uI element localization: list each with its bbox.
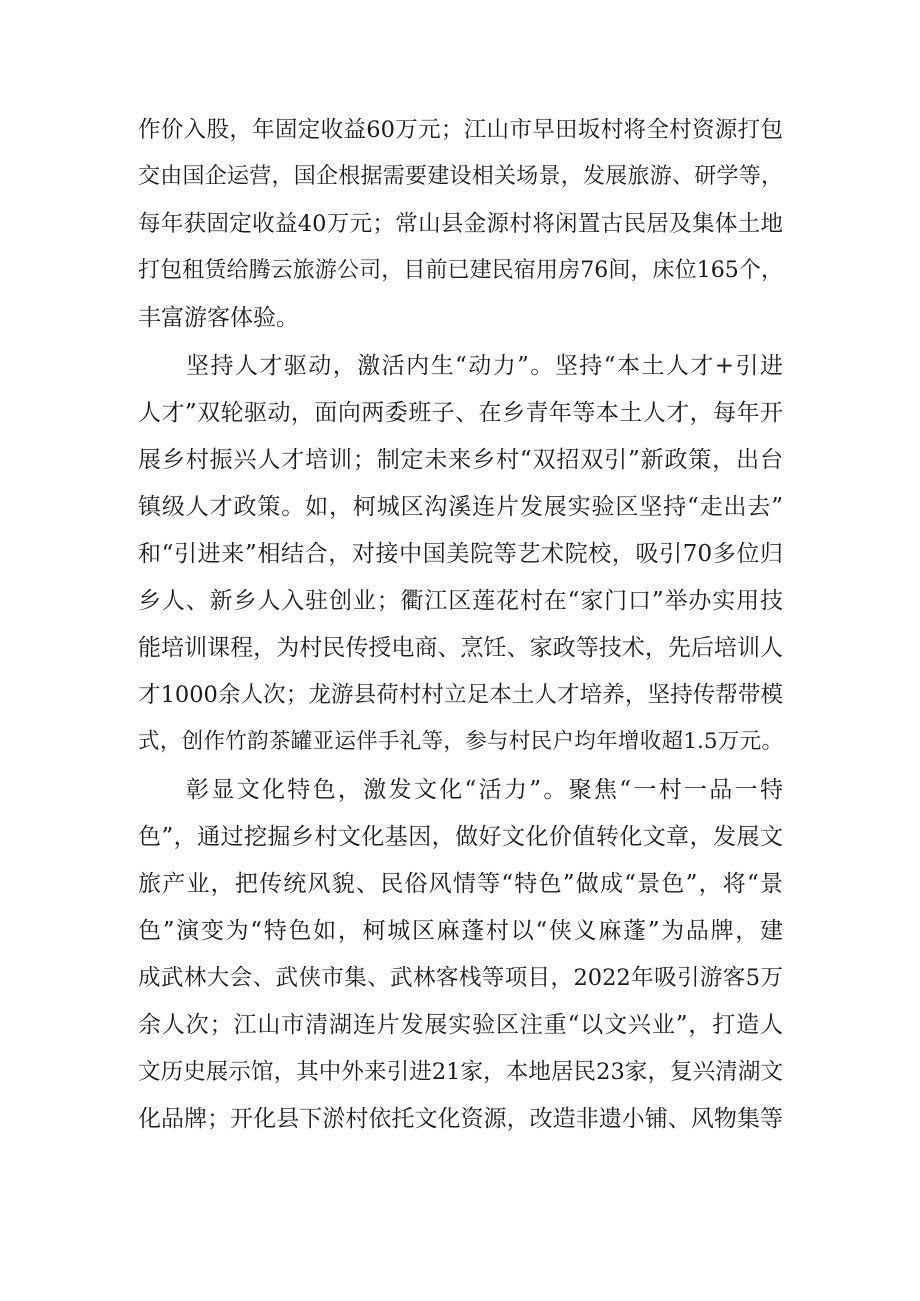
paragraph-3-line-3: 旅产业，把传统风貌、民俗风情等“特色”做成“景色”，将“景 [138,871,783,897]
paragraph-3-line-7: 文历史展示馆，其中外来引进21家，本地居民23家，复兴清湖文 [138,1059,783,1085]
paragraph-3-line-4: 色”演变为“特色如，柯城区麻蓬村以“侠义麻蓬”为品牌，建 [138,918,783,944]
paragraph-2-line-1: 坚持人才驱动，激活内生“动力”。坚持“本土人才+引进 [186,353,783,379]
paragraph-1-line-4: 打包租赁给腾云旅游公司，目前已建民宿用房76间，床位165个， [138,258,783,283]
paragraph-2-line-5: 和“引进来”相结合，对接中国美院等艺术院校，吸引70多位归 [138,541,783,567]
paragraph-2-line-8: 才1000余人次；龙游县荷村村立足本土人才培养，坚持传帮带模 [138,682,783,708]
paragraph-1-line-3: 每年获固定收益40万元；常山县金源村将闲置古民居及集体土地 [138,211,783,237]
paragraph-3-line-6: 余人次；江山市清湖连片发展实验区注重“以文兴业”，打造人 [138,1012,783,1038]
paragraph-2-line-9: 式，创作竹韵茶罐亚运伴手礼等，参与村民户均年增收超1.5万元。 [138,729,783,754]
paragraph-1-line-1: 作价入股，年固定收益60万元；江山市早田坂村将全村资源打包 [138,117,783,143]
paragraph-3-line-5: 成武林大会、武侠市集、武林客栈等项目，2022年吸引游客5万 [138,965,783,991]
paragraph-1-line-5: 丰富游客体验。 [138,305,299,331]
paragraph-2-line-4: 镇级人才政策。如，柯城区沟溪连片发展实验区坚持“走出去” [138,494,783,520]
paragraph-3-line-8: 化品牌；开化县下淤村依托文化资源，改造非遗小铺、风物集等 [138,1106,783,1132]
paragraph-2-line-3: 展乡村振兴人才培训；制定未来乡村“双招双引”新政策，出台 [138,447,783,473]
paragraph-2-line-2: 人才”双轮驱动，面向两委班子、在乡青年等本土人才，每年开 [138,400,783,426]
paragraph-2-line-6: 乡人、新乡人入驻创业；衢江区莲花村在“家门口”举办实用技 [138,588,783,614]
paragraph-3-line-2: 色”，通过挖掘乡村文化基因，做好文化价值转化文章，发展文 [138,824,783,850]
paragraph-1-line-2: 交由国企运营，国企根据需要建设相关场景，发展旅游、研学等， [138,164,783,189]
paragraph-2-line-7: 能培训课程，为村民传授电商、烹饪、家政等技术，先后培训人 [138,635,783,661]
paragraph-3-line-1: 彰显文化特色，激发文化“活力”。聚焦“一村一品一特 [186,777,783,803]
